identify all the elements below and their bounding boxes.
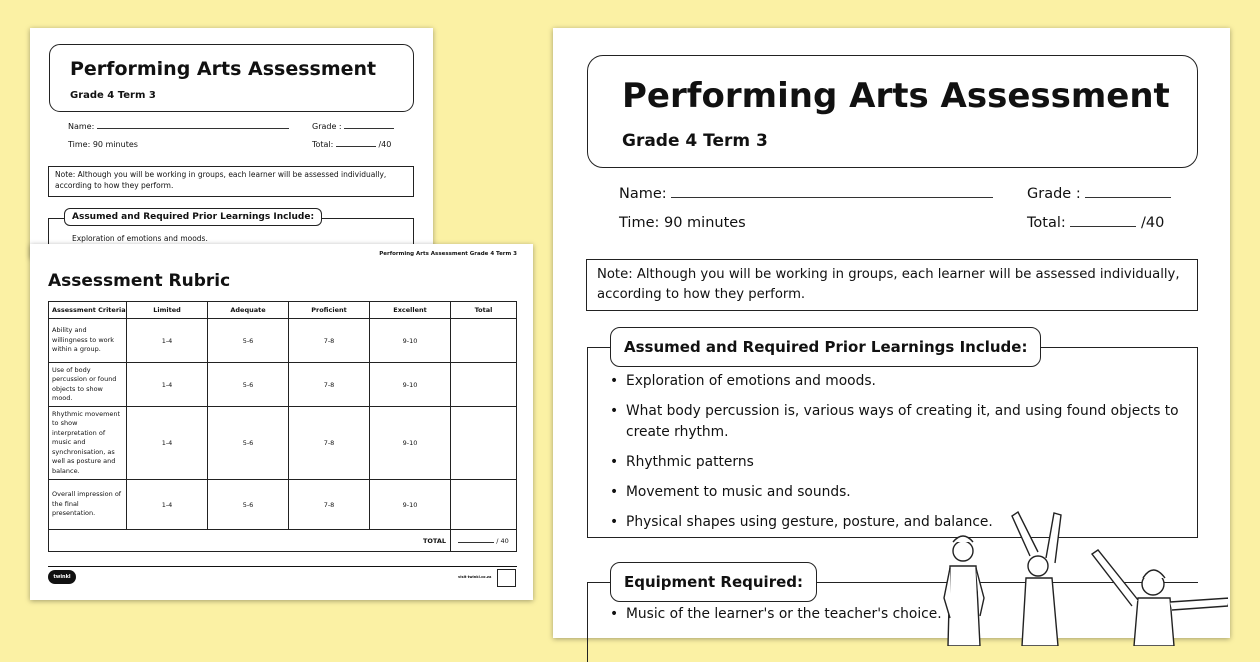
name-label: Name: bbox=[619, 186, 667, 202]
badge-icon bbox=[497, 569, 516, 587]
score-cell: 9-10 bbox=[370, 363, 451, 407]
col-header: Assessment Criteria bbox=[49, 302, 127, 319]
score-cell: 7-8 bbox=[289, 407, 370, 480]
table-row bbox=[49, 480, 517, 530]
score-cell: 5-6 bbox=[208, 407, 289, 480]
score-cell: 9-10 bbox=[370, 407, 451, 480]
criteria-cell: Overall impression of the final presentation. bbox=[49, 480, 127, 530]
time-label: Time: 90 minutes bbox=[619, 215, 746, 231]
title-box bbox=[49, 44, 414, 112]
total-field bbox=[312, 140, 391, 149]
total-row bbox=[49, 530, 517, 552]
score-cell: 1-4 bbox=[127, 363, 208, 407]
rubric-page bbox=[30, 244, 533, 600]
grade-field bbox=[312, 122, 394, 131]
footer-url: visit twinkl.co.za bbox=[458, 575, 492, 579]
total-max: / 40 bbox=[496, 536, 509, 545]
score-cell: 7-8 bbox=[289, 363, 370, 407]
name-field bbox=[619, 186, 993, 202]
list-item: • Physical shapes using gesture, posture, and balance. bbox=[626, 512, 1186, 533]
criteria-cell: Use of body percussion or found objects to show mood. bbox=[49, 363, 127, 407]
preview-page-small bbox=[30, 28, 433, 258]
list-item: • Music of the learner's or the teacher's choice. bbox=[626, 606, 942, 622]
note-text: Note: Although you will be working in groups, each learner will be assessed individually, according to how they perform. bbox=[597, 267, 1180, 302]
rubric-title: Assessment Rubric bbox=[48, 271, 231, 291]
score-cell: 9-10 bbox=[370, 319, 451, 363]
list-item: • Movement to music and sounds. bbox=[626, 482, 1186, 503]
total-cell bbox=[451, 407, 517, 480]
col-header: Proficient bbox=[289, 302, 370, 319]
grade-field bbox=[1027, 186, 1171, 202]
footer-rule bbox=[48, 566, 517, 567]
table-row bbox=[49, 319, 517, 363]
doc-subtitle: Grade 4 Term 3 bbox=[70, 90, 156, 101]
criteria-cell: Rhythmic movement to show interpretation of music and synchronisation, as well as posture and balance. bbox=[49, 407, 127, 480]
list-item: • Exploration of emotions and moods. bbox=[626, 371, 1186, 392]
doc-subtitle: Grade 4 Term 3 bbox=[622, 131, 768, 151]
score-cell: 5-6 bbox=[208, 480, 289, 530]
score-cell: 7-8 bbox=[289, 319, 370, 363]
rubric-table bbox=[48, 301, 517, 552]
doc-title: Performing Arts Assessment bbox=[70, 58, 377, 80]
total-cell bbox=[451, 480, 517, 530]
col-header: Adequate bbox=[208, 302, 289, 319]
score-cell: 1-4 bbox=[127, 407, 208, 480]
note-box bbox=[48, 166, 414, 197]
total-cell bbox=[451, 319, 517, 363]
total-label: Total: bbox=[312, 140, 334, 149]
prior-heading: Assumed and Required Prior Learnings Include: bbox=[64, 208, 322, 226]
col-header: Excellent bbox=[370, 302, 451, 319]
list-item: • Rhythmic patterns bbox=[626, 452, 1186, 473]
total-value bbox=[451, 530, 517, 552]
equipment-heading: Equipment Required: bbox=[610, 562, 817, 602]
doc-title: Performing Arts Assessment bbox=[622, 76, 1170, 116]
score-cell: 5-6 bbox=[208, 363, 289, 407]
note-text: Note: Although you will be working in groups, each learner will be assessed individually, according to how they perform. bbox=[55, 170, 387, 190]
total-label: Total: bbox=[1027, 215, 1066, 231]
col-header: Total bbox=[451, 302, 517, 319]
name-field bbox=[68, 122, 289, 131]
note-box bbox=[586, 259, 1198, 311]
prior-heading: Assumed and Required Prior Learnings Include: bbox=[610, 327, 1041, 367]
score-cell: 1-4 bbox=[127, 480, 208, 530]
preview-page-main bbox=[553, 28, 1230, 638]
grade-label: Grade : bbox=[312, 122, 342, 131]
rubric-header-note: Performing Arts Assessment Grade 4 Term 3 bbox=[379, 251, 517, 257]
twinkl-logo bbox=[48, 570, 76, 584]
equipment-list bbox=[626, 606, 942, 622]
score-cell: 5-6 bbox=[208, 319, 289, 363]
title-box bbox=[587, 55, 1198, 168]
name-label: Name: bbox=[68, 122, 95, 131]
dancing-children-illustration bbox=[938, 506, 1228, 646]
table-row bbox=[49, 363, 517, 407]
score-cell: 9-10 bbox=[370, 480, 451, 530]
list-item: • What body percussion is, various ways of creating it, and using found objects to create rhythm. bbox=[626, 401, 1186, 443]
total-max: /40 bbox=[378, 140, 392, 149]
time-label: Time: 90 minutes bbox=[68, 140, 138, 149]
grade-label: Grade : bbox=[1027, 186, 1081, 202]
total-cell bbox=[451, 363, 517, 407]
score-cell: 7-8 bbox=[289, 480, 370, 530]
col-header: Limited bbox=[127, 302, 208, 319]
score-cell: 1-4 bbox=[127, 319, 208, 363]
prior-item: Exploration of emotions and moods. bbox=[72, 234, 208, 243]
table-row bbox=[49, 407, 517, 480]
total-field bbox=[1027, 215, 1164, 231]
total-label: TOTAL bbox=[49, 530, 451, 552]
total-max: /40 bbox=[1140, 215, 1165, 231]
logo-text: twinkl bbox=[53, 574, 71, 580]
criteria-cell: Ability and willingness to work within a group. bbox=[49, 319, 127, 363]
